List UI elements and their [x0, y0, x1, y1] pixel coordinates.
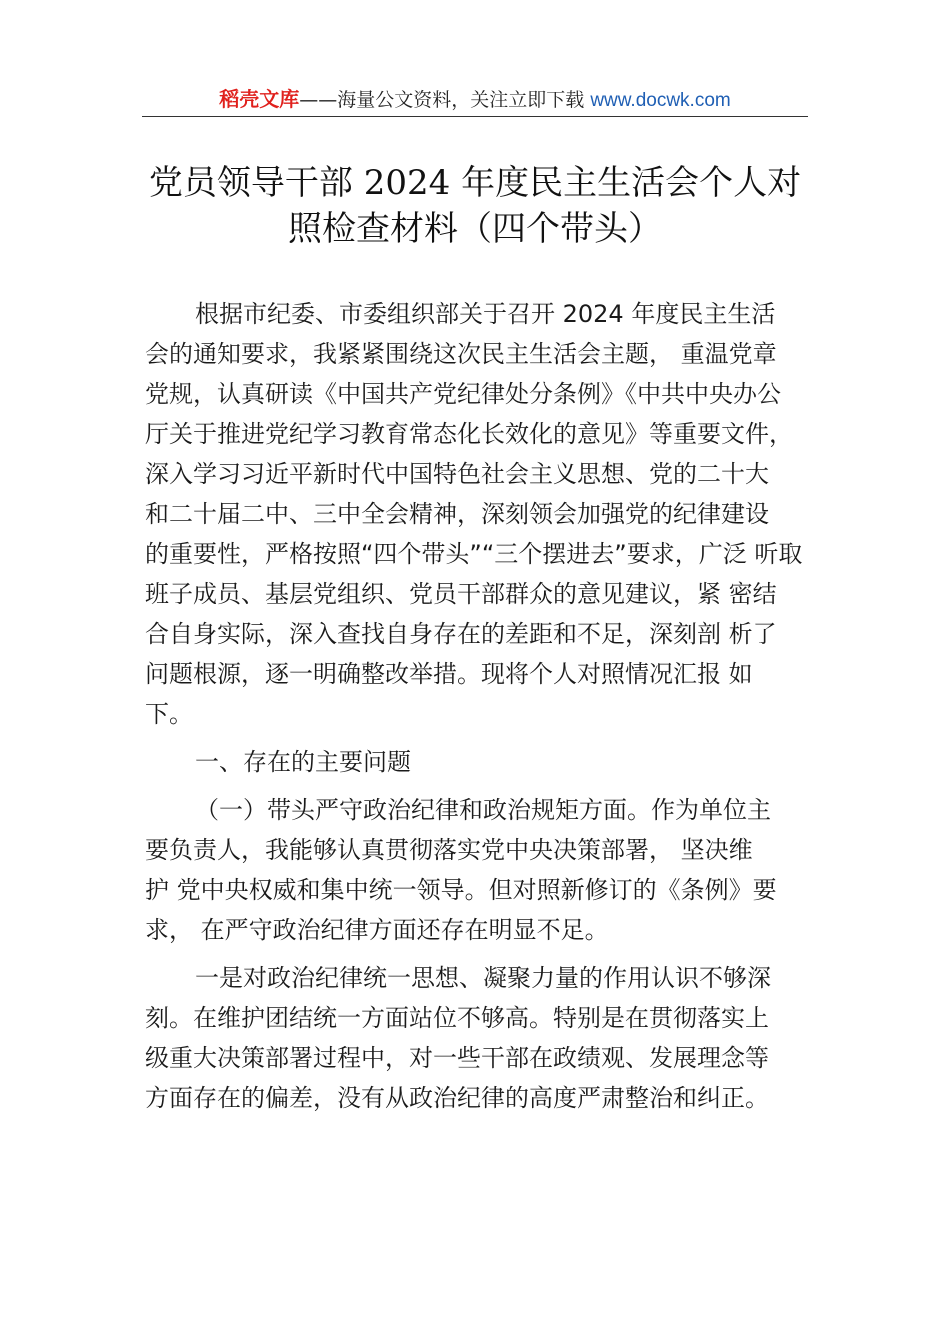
header-tagline: ——海量公文资料，关注立即下载 — [299, 89, 585, 111]
text-line: 合自身实际，深入查找自身存在的差距和不足，深刻剖 析了 — [145, 620, 777, 648]
title-line-1: 党员领导干部 2024 年度民主生活会个人对 — [148, 163, 802, 203]
text-line: 班子成员、基层党组织、党员干部群众的意见建议，紧 密结 — [145, 580, 777, 608]
text-line: 级重大决策部署过程中，对一些干部在政绩观、发展理念等 — [145, 1044, 769, 1072]
text-line: 方面存在的偏差，没有从政治纪律的高度严肃整治和纠正。 — [145, 1084, 769, 1112]
text-line: 护 党中央权威和集中统一领导。但对照新修订的《条例》要 — [145, 876, 777, 904]
header-divider — [142, 116, 808, 117]
text-line: 党规，认真研读《中国共产党纪律处分条例》《中共中央办公 — [145, 380, 781, 408]
text-line: （一）带头严守政治纪律和政治规矩方面。作为单位主 — [195, 796, 771, 824]
text-line: 根据市纪委、市委组织部关于召开 2024 年度民主生活 — [195, 300, 776, 328]
document-body — [145, 294, 835, 1118]
text-line: 会的通知要求，我紧紧围绕这次民主生活会主题， 重温党章 — [145, 340, 777, 368]
text-line: 求， 在严守政治纪律方面还存在明显不足。 — [145, 916, 609, 944]
header-url-link[interactable]: www.docwk.com — [590, 90, 731, 111]
text-line: 下。 — [145, 700, 193, 728]
paragraph-intro — [145, 294, 835, 734]
brand-name: 稻壳文库 — [219, 87, 300, 111]
text-line: 的重要性，严格按照“四个带头”“三个摆进去”要求，广泛 听取 — [145, 540, 803, 568]
document-title — [100, 160, 850, 252]
page-header — [0, 84, 950, 114]
paragraph-political-discipline — [145, 790, 835, 950]
title-line-2: 照检查材料（四个带头） — [288, 209, 662, 249]
section-heading — [145, 742, 835, 782]
paragraph-point-one — [145, 958, 835, 1118]
text-line: 问题根源，逐一明确整改举措。现将个人对照情况汇报 如 — [145, 660, 753, 688]
text-line: 刻。在维护团结统一方面站位不够高。特别是在贯彻落实上 — [145, 1004, 769, 1032]
text-line: 要负责人，我能够认真贯彻落实党中央决策部署， 坚决维 — [145, 836, 753, 864]
text-line: 和二十届二中、三中全会精神，深刻领会加强党的纪律建设 — [145, 500, 769, 528]
text-line: 一是对政治纪律统一思想、凝聚力量的作用认识不够深 — [195, 964, 771, 992]
heading-line: 一、存在的主要问题 — [195, 748, 411, 776]
text-line: 厅关于推进党纪学习教育常态化长效化的意见》等重要文件， — [145, 420, 793, 448]
text-line: 深入学习习近平新时代中国特色社会主义思想、党的二十大 — [145, 460, 769, 488]
